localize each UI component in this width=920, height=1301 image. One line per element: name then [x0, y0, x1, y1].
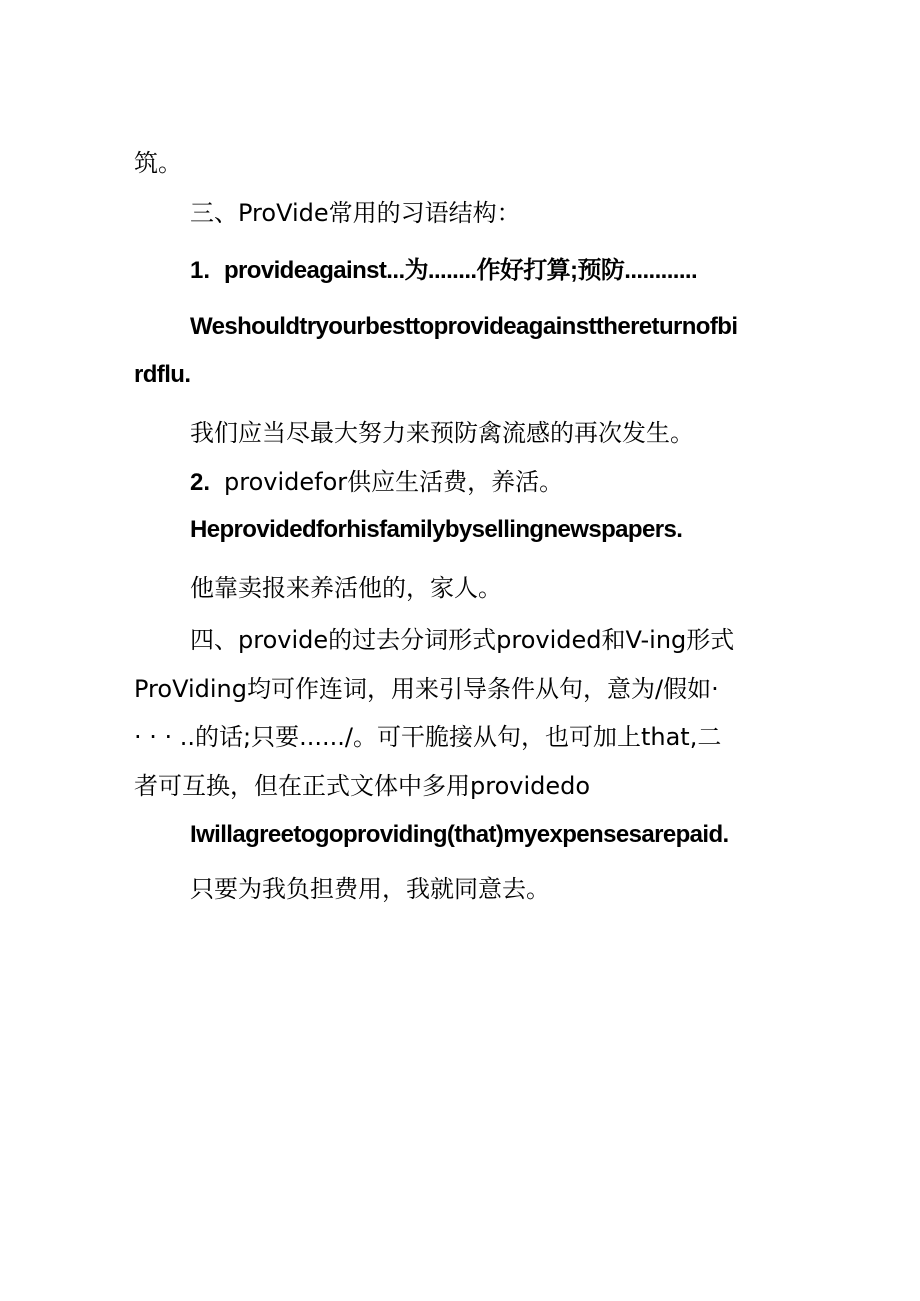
line-text: 他靠卖报来养活他的，家人。 [190, 574, 502, 602]
list-marker: 2. [190, 469, 211, 496]
text-line-continuation [0, 148, 920, 178]
section-heading-3 [0, 198, 920, 228]
line-text: Weshouldtryourbesttoprovideagainstthereturnofbi [190, 313, 738, 340]
line-text: Iwillagreetogoproviding(that)myexpensesarepaid. [190, 821, 729, 848]
line-text: 只要为我负担费用，我就同意去。 [190, 875, 550, 903]
example-sentence-2 [0, 515, 920, 545]
example-sentence-1-wrap [0, 360, 920, 390]
example-sentence-1 [0, 312, 920, 342]
list-item-2 [0, 467, 920, 498]
line-text: 我们应当尽最大努力来预防禽流感的再次发生。 [190, 419, 694, 447]
line-text: providefor供应生活费，养活。 [224, 468, 564, 496]
line-text: rdflu. [134, 361, 191, 388]
line-text: provideagainst...为........作好打算;预防............ [224, 257, 698, 284]
translation-1 [0, 418, 920, 448]
paragraph-line [0, 722, 920, 752]
line-text: Heprovidedforhisfamilybysellingnewspapers. [190, 516, 683, 543]
example-sentence-3 [0, 820, 920, 850]
line-text: ProViding均可作连词，用来引导条件从句，意为/假如· [134, 675, 719, 703]
section-heading-4 [0, 625, 920, 655]
translation-3 [0, 874, 920, 904]
line-text: 三、ProVide常用的习语结构： [190, 199, 521, 227]
line-text: · · · ..的话;只要....../。可干脆接从句，也可加上that,二 [134, 723, 722, 751]
paragraph-line [0, 771, 920, 801]
line-text: 四、provide的过去分词形式provided和V-ing形式 [190, 626, 735, 654]
line-text: 筑。 [134, 149, 182, 177]
paragraph-line [0, 674, 920, 704]
line-text: 者可互换，但在正式文体中多用providedo [134, 772, 591, 800]
list-marker: 1. [190, 257, 211, 284]
list-item-1 [0, 255, 920, 286]
translation-2 [0, 573, 920, 603]
